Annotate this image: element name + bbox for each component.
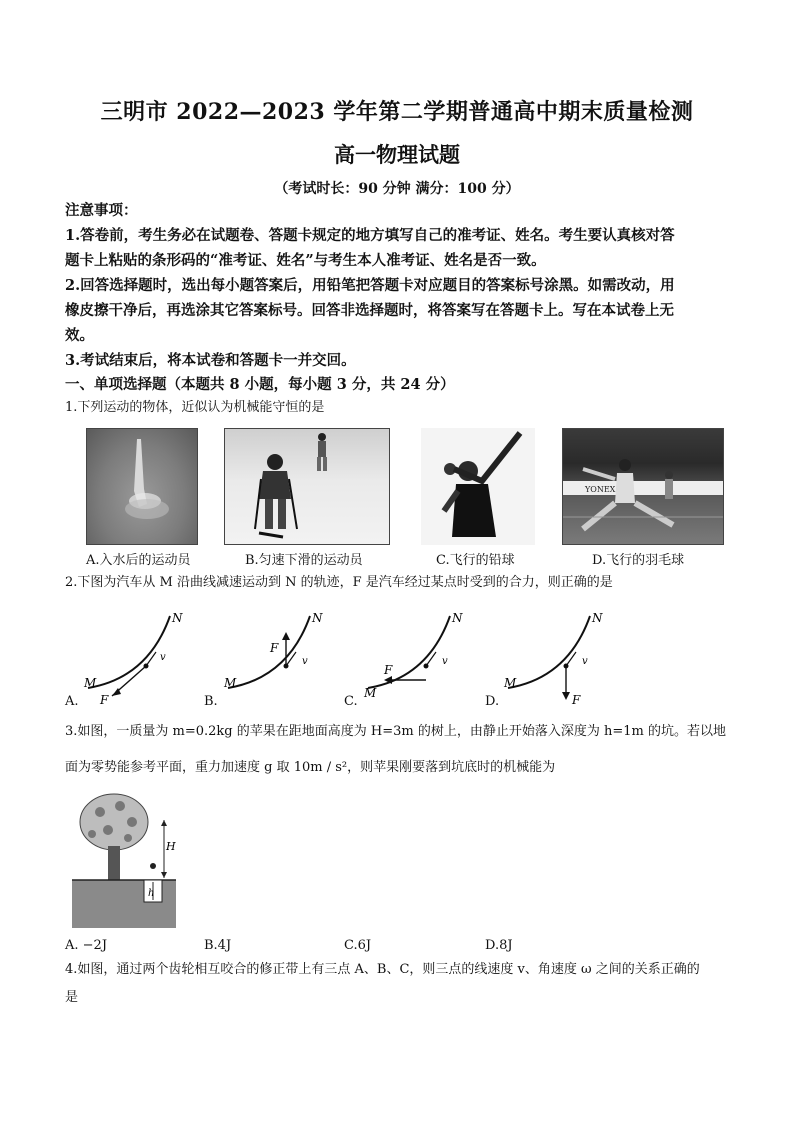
section-1-heading: 一、单项选择题（本题共 8 小题，每小题 3 分，共 24 分） — [65, 376, 455, 393]
q2-a-label-n: N — [172, 611, 183, 625]
q3-option-b: B.4J — [204, 938, 232, 953]
note-2-line-2: 橡皮擦干净后，再选涂其它答案标号。回答非选择题时，将答案写在答题卡上。写在本试卷上无 — [65, 302, 674, 319]
q2-option-c-label: C. — [344, 694, 358, 709]
q3-label-h-upper: H — [166, 840, 176, 853]
q2-d-label-f: F — [572, 693, 581, 707]
q2-a-label-m: M — [84, 676, 97, 690]
q2-b-label-v: v — [302, 656, 308, 667]
q2-diagram-c — [358, 608, 478, 708]
q3-tree-diagram — [72, 790, 182, 932]
exam-title: 三明市 2022—2023 学年第二学期普通高中期末质量检测 — [100, 99, 694, 125]
q2-diagram-d — [498, 608, 618, 708]
shot-put-figure — [422, 429, 534, 544]
q2-d-label-m: M — [504, 676, 517, 690]
q2-c-label-m: M — [364, 686, 377, 700]
q2-a-label-f: F — [100, 693, 109, 707]
q3-option-d: D.8J — [485, 938, 513, 953]
badminton-figure — [563, 429, 723, 544]
q2-option-d-label: D. — [485, 694, 500, 709]
q2-b-label-m: M — [224, 676, 237, 690]
question-3-stem-line-2: 面为零势能参考平面，重力加速度 g 取 10m / s²，则苹果刚要落到坑底时的机械能为 — [65, 760, 556, 775]
q2-d-label-n: N — [592, 611, 603, 625]
q2-d-label-v: v — [582, 656, 588, 667]
q2-diagram-a — [78, 608, 198, 708]
skier-figures — [225, 429, 389, 544]
q2-b-label-n: N — [312, 611, 323, 625]
q1-option-b: B.匀速下滑的运动员 — [245, 553, 363, 568]
question-4-stem-line-2: 是 — [65, 990, 79, 1005]
photo-d-banner-text: YONEX — [585, 485, 616, 494]
q2-c-label-n: N — [452, 611, 463, 625]
exam-subtitle: 高一物理试题 — [334, 142, 460, 167]
notes-heading: 注意事项： — [65, 202, 138, 219]
photo-badminton — [562, 428, 724, 545]
photo-skier — [224, 428, 390, 545]
q1-option-c: C.飞行的铅球 — [436, 553, 515, 568]
question-4-stem-line-1: 4.如图，通过两个齿轮相互咬合的修正带上有三点 A、B、C，则三点的线速度 v、角速度 ω 之间的关系正确的 — [65, 962, 700, 977]
question-2-stem: 2.下图为汽车从 M 沿曲线减速运动到 N 的轨迹，F 是汽车经过某点时受到的合力，则正确的是 — [65, 575, 613, 590]
photo-shot-put — [421, 428, 535, 545]
q2-b-label-f: F — [270, 641, 279, 655]
diver-figure — [87, 429, 197, 544]
q2-diagram-b — [218, 608, 338, 708]
note-2-line-3: 效。 — [65, 327, 94, 344]
q3-option-a: A. −2J — [65, 938, 108, 953]
notes-block — [65, 198, 737, 373]
note-1-line-2: 题卡上粘贴的条形码的“准考证、姓名”与考生本人准考证、姓名是否一致。 — [65, 252, 546, 269]
q3-label-h-lower: h — [148, 888, 155, 899]
question-1-stem: 1.下列运动的物体，近似认为机械能守恒的是 — [65, 400, 325, 415]
q1-option-a: A.入水后的运动员 — [86, 553, 191, 568]
q2-a-label-v: v — [160, 652, 166, 663]
q1-option-d: D.飞行的羽毛球 — [592, 553, 685, 568]
q2-option-b-label: B. — [204, 694, 218, 709]
question-3-stem-line-1: 3.如图，一质量为 m=0.2kg 的苹果在距地面高度为 H=3m 的树上，由静止开始落入深度为 h=1m 的坑。若以地 — [65, 724, 726, 739]
note-3: 3.考试结束后，将本试卷和答题卡一并交回。 — [65, 352, 356, 369]
note-2-line-1: 2.回答选择题时，选出每小题答案后，用铅笔把答题卡对应题目的答案标号涂黑。如需改动，用 — [65, 277, 675, 294]
photo-diver — [86, 428, 198, 545]
note-1-line-1: 1.答卷前，考生务必在试题卷、答题卡规定的地方填写自己的准考证、姓名。考生要认真核对答 — [65, 227, 675, 244]
q3-option-c: C.6J — [344, 938, 372, 953]
q2-option-a-label: A. — [65, 694, 79, 709]
q2-c-label-v: v — [442, 656, 448, 667]
exam-info: （考试时长：90 分钟 满分：100 分） — [274, 181, 520, 197]
q2-c-label-f: F — [384, 663, 393, 677]
